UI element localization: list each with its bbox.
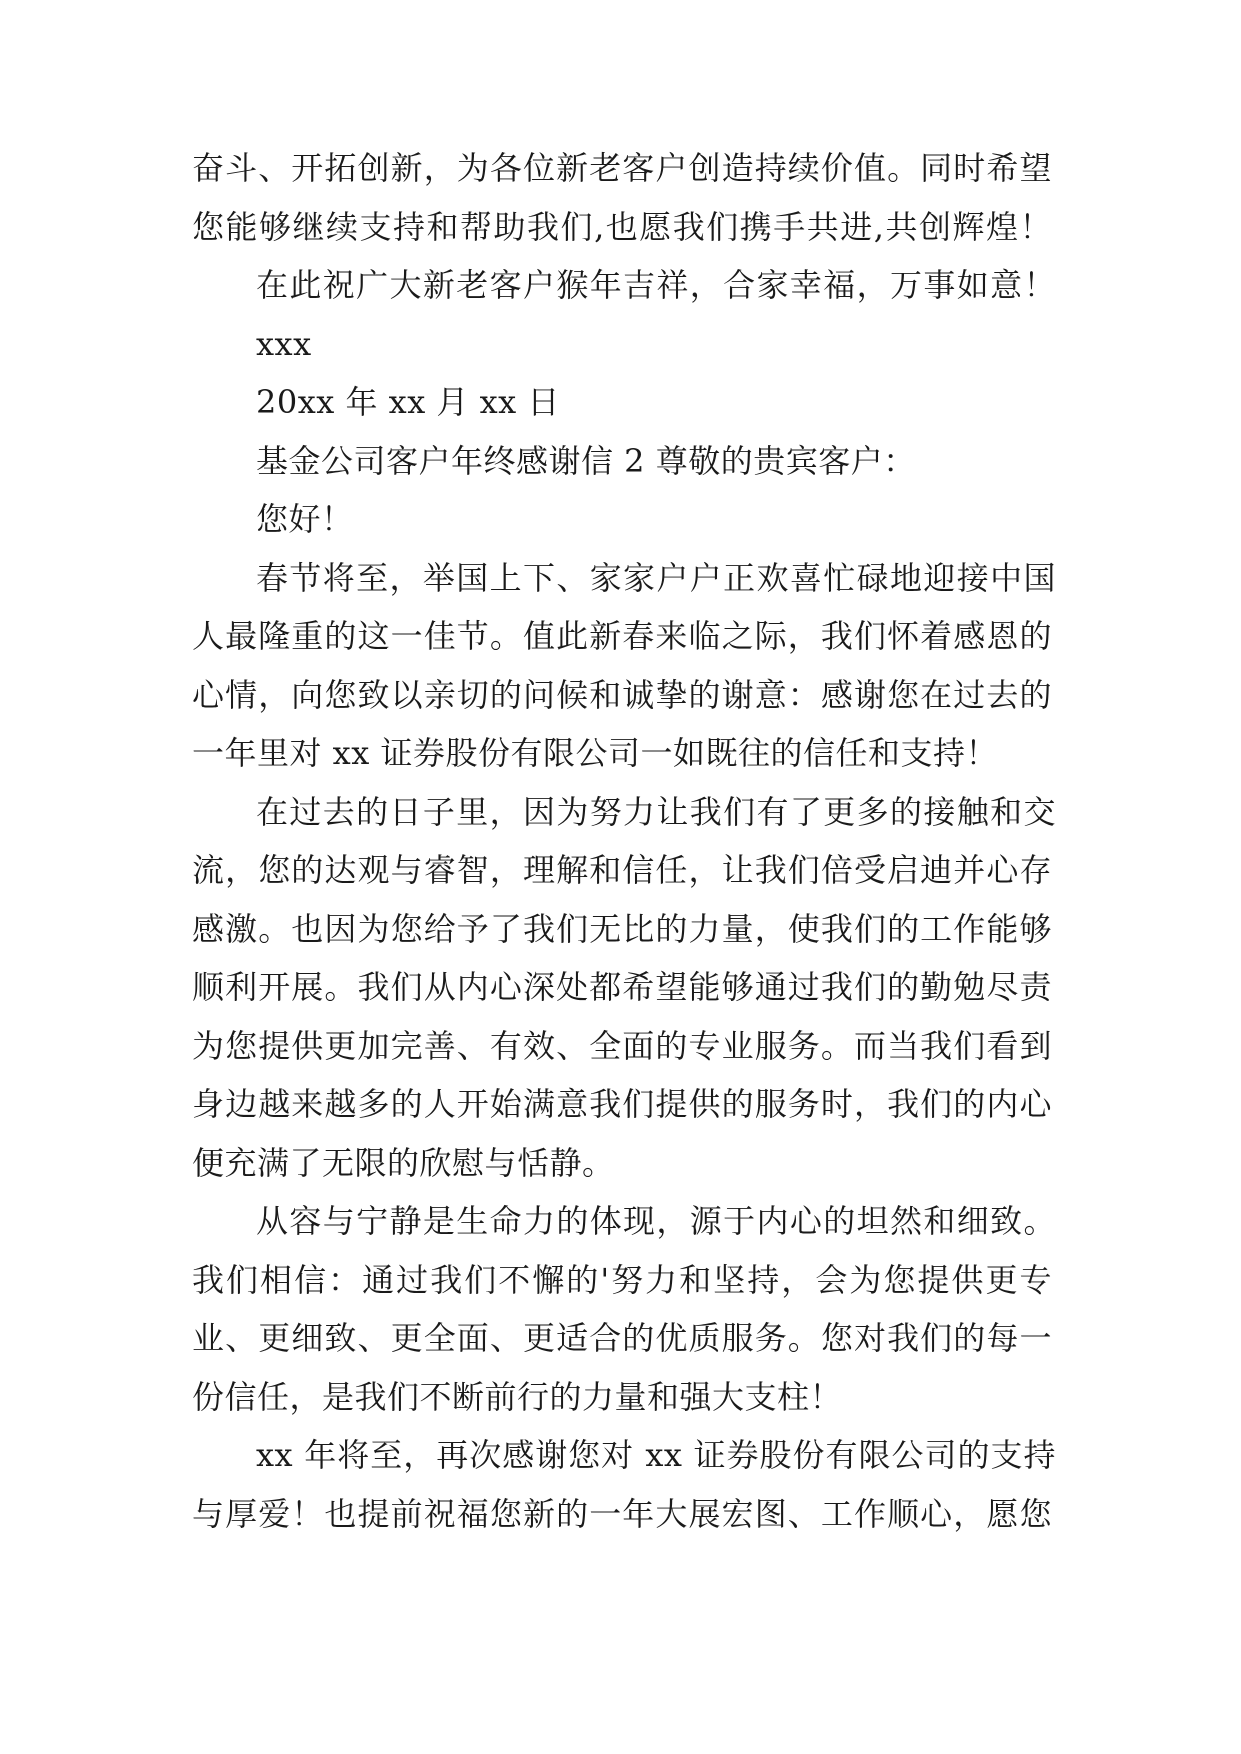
paragraph-line: 春节将至，举国上下、家家户户正欢喜忙碌地迎接中国: [256, 559, 1056, 597]
paragraph-line: 份信任，是我们不断前行的力量和强大支柱！: [192, 1378, 843, 1416]
paragraph-line: 我们相信：通过我们不懈的'努力和坚持，会为您提供更专: [192, 1261, 1052, 1299]
paragraph-line: 感激。也因为您给予了我们无比的力量，使我们的工作能够: [192, 910, 1052, 948]
paragraph-line: 一年里对 xx 证券股份有限公司一如既往的信任和支持！: [192, 734, 998, 772]
paragraph-line: 与厚爱！也提前祝福您新的一年大展宏图、工作顺心，愿您: [192, 1495, 1052, 1533]
paragraph-line: 奋斗、开拓创新，为各位新老客户创造持续价值。同时希望: [192, 149, 1052, 187]
paragraph-line: 在过去的日子里，因为努力让我们有了更多的接触和交: [256, 793, 1056, 831]
paragraph-line: 流，您的达观与睿智，理解和信任，让我们倍受启迪并心存: [192, 851, 1052, 889]
signature-name: xxx: [256, 325, 312, 363]
paragraph-line: 为您提供更加完善、有效、全面的专业服务。而当我们看到: [192, 1027, 1052, 1065]
paragraph-line: 便充满了无限的欣慰与恬静。: [192, 1144, 615, 1182]
paragraph-line: 人最隆重的这一佳节。值此新春来临之际，我们怀着感恩的: [192, 617, 1052, 655]
paragraph-line: 顺利开展。我们从内心深处都希望能够通过我们的勤勉尽责: [192, 968, 1052, 1006]
blessing-line: 在此祝广大新老客户猴年吉祥，合家幸福，万事如意！: [256, 266, 1056, 304]
paragraph-line: 您能够继续支持和帮助我们,也愿我们携手共进,共创辉煌！: [192, 208, 1052, 246]
signature-date: 20xx 年 xx 月 xx 日: [256, 383, 560, 421]
letter-heading: 基金公司客户年终感谢信 2 尊敬的贵宾客户：: [256, 442, 916, 480]
paragraph-line: 业、更细致、更全面、更适合的优质服务。您对我们的每一: [192, 1319, 1052, 1357]
paragraph-line: 从容与宁静是生命力的体现，源于内心的坦然和细致。: [256, 1202, 1056, 1240]
paragraph-line: 身边越来越多的人开始满意我们提供的服务时，我们的内心: [192, 1085, 1052, 1123]
greeting: 您好！: [256, 500, 354, 538]
paragraph-line: xx 年将至，再次感谢您对 xx 证券股份有限公司的支持: [256, 1436, 1056, 1474]
paragraph-line: 心情，向您致以亲切的问候和诚挚的谢意：感谢您在过去的: [192, 676, 1052, 714]
